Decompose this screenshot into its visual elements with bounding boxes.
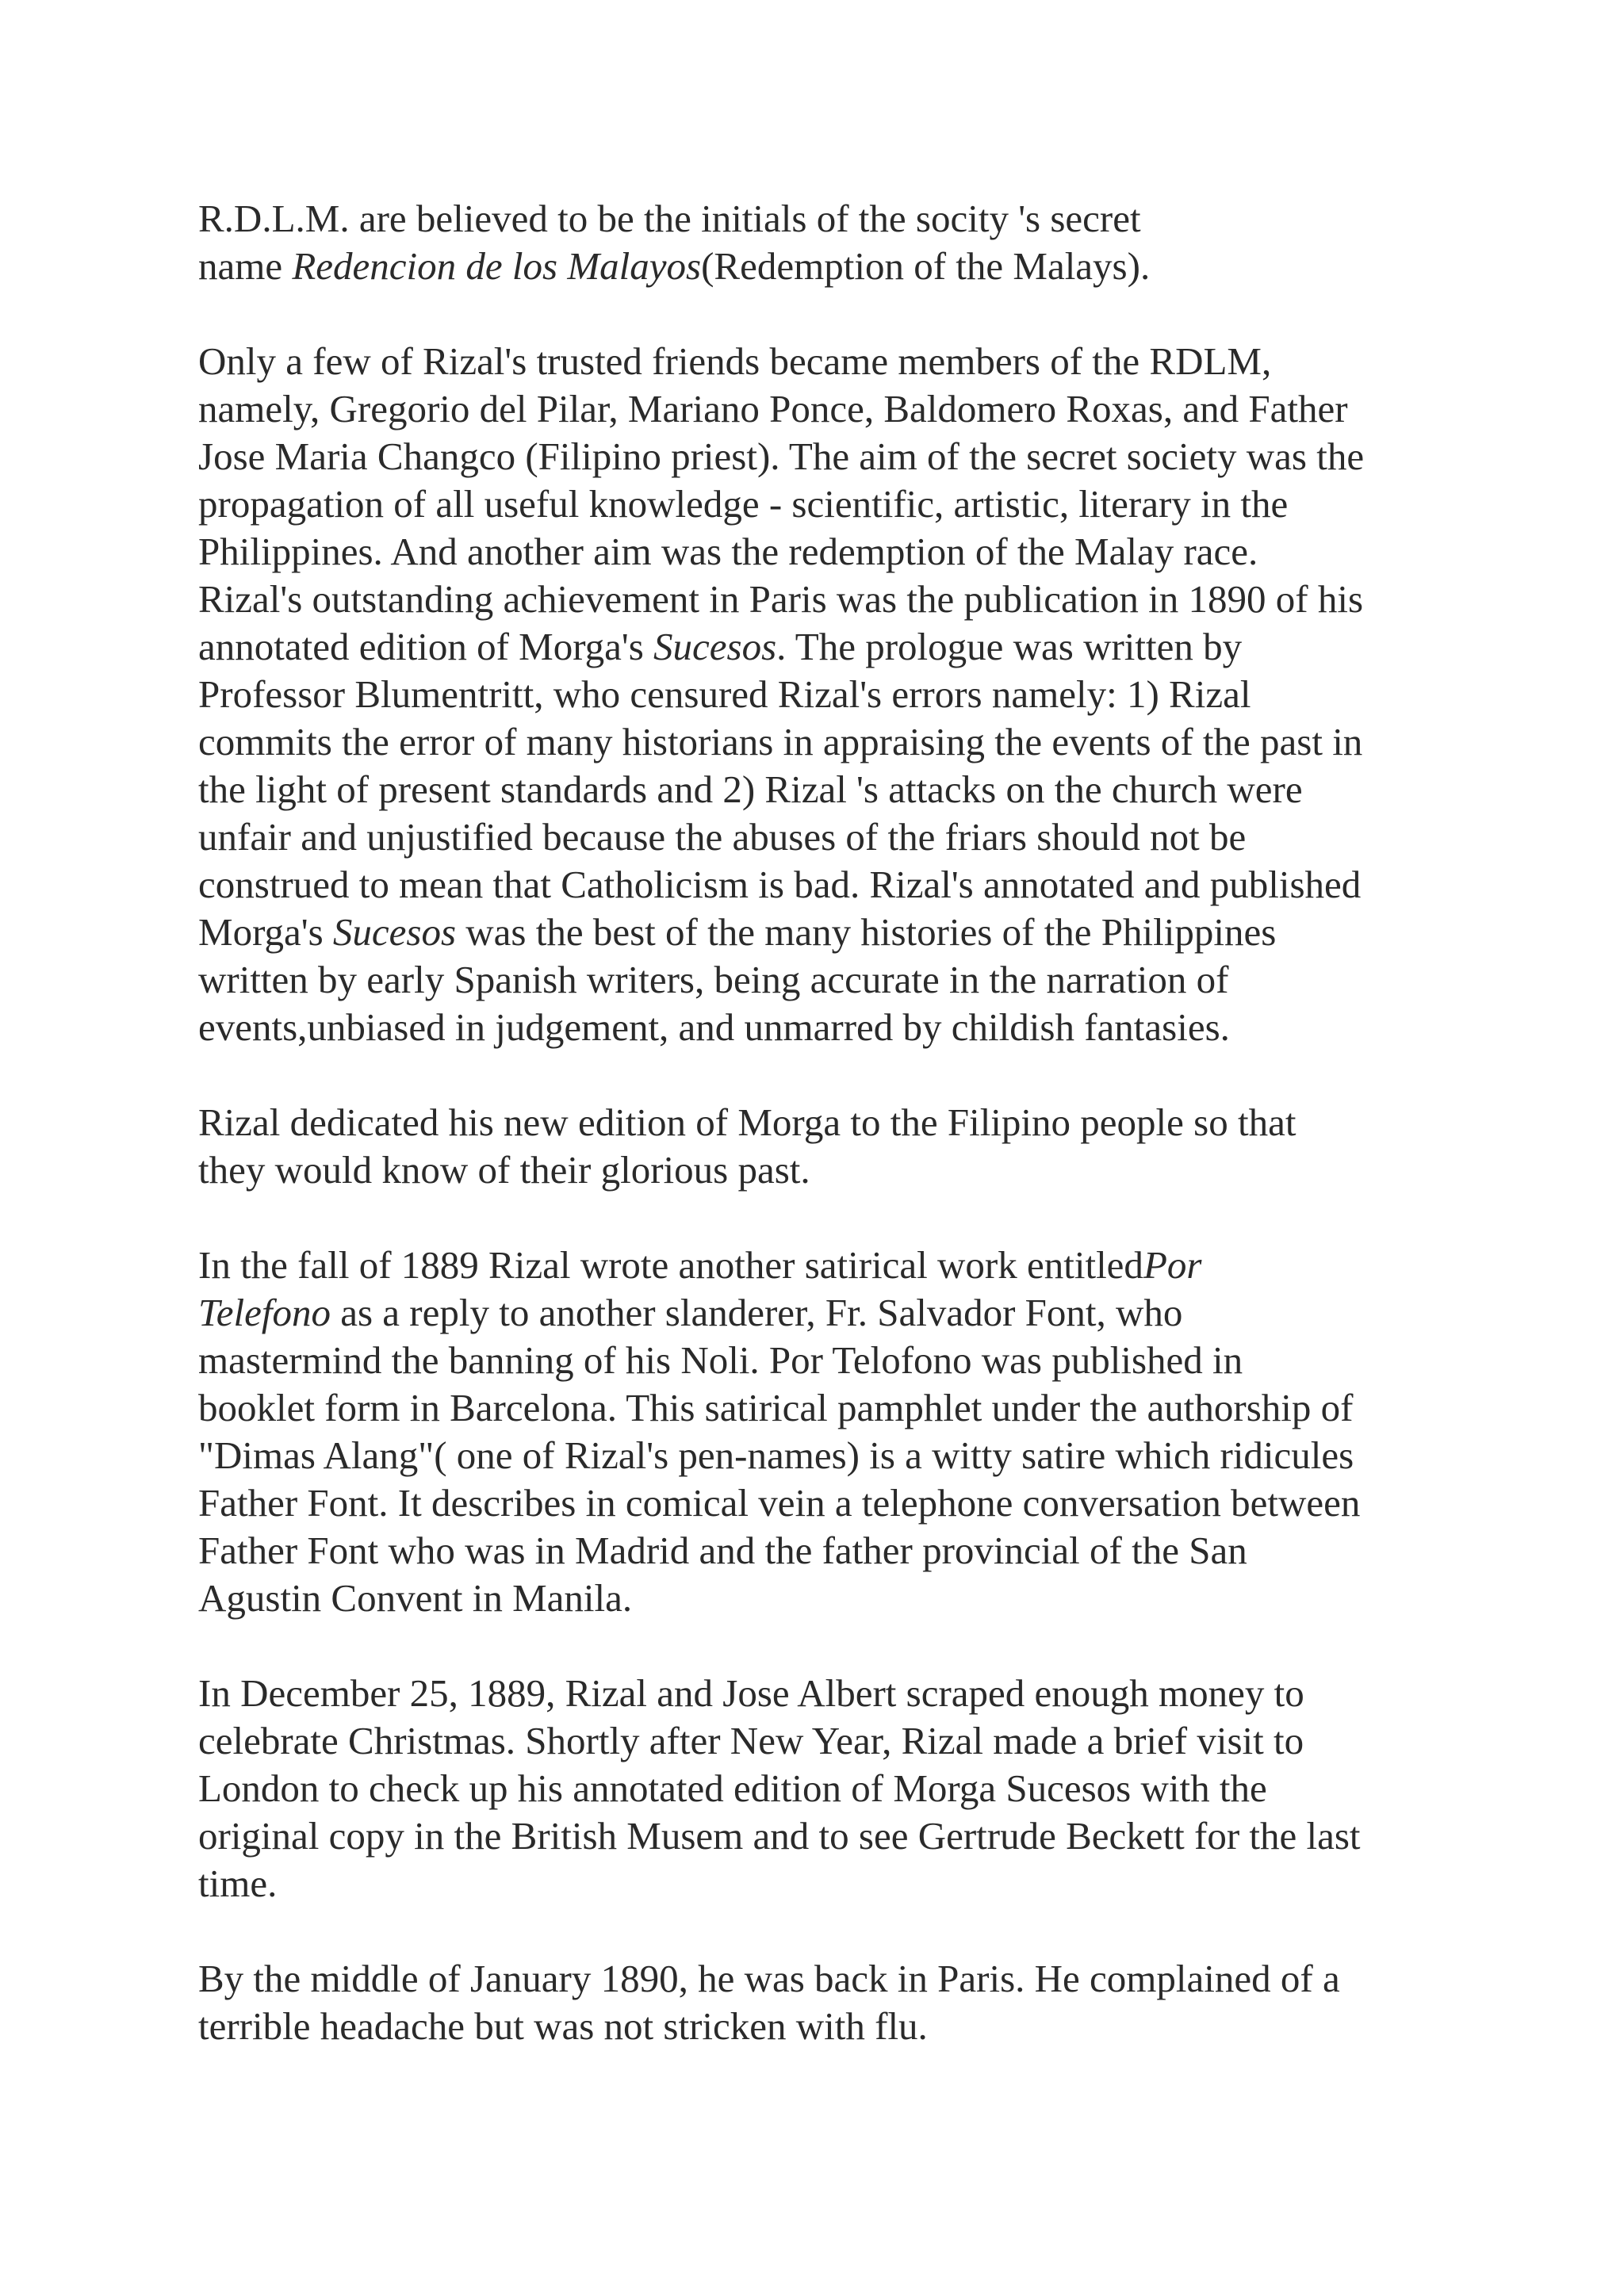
text-run: In December 25, 1889, Rizal and Jose Albert scraped enough money to [198, 1671, 1304, 1715]
text-line [198, 813, 1451, 861]
text-line [198, 1337, 1451, 1384]
paragraph-1 [198, 195, 1451, 290]
text-line [198, 1242, 1451, 1289]
text-run: Philippines. And another aim was the redemption of the Malay race. [198, 530, 1258, 573]
paragraph-6 [198, 1955, 1451, 2050]
text-line [198, 1765, 1451, 1812]
text-line [198, 1099, 1451, 1146]
text-run: Rizal's outstanding achievement in Paris was the publication in 1890 of his [198, 577, 1364, 621]
text-line [198, 1670, 1451, 1717]
text-run: annotated edition of Morga's [198, 625, 654, 668]
text-run: Morga's [198, 910, 333, 954]
text-run: name [198, 244, 293, 288]
text-line [198, 480, 1451, 528]
italic-title: Redencion de los Malayos [292, 244, 702, 288]
text-line [198, 1527, 1451, 1575]
text-line [198, 909, 1451, 956]
text-run: unfair and unjustified because the abuses of the friars should not be [198, 815, 1247, 859]
italic-title: Sucesos [653, 625, 777, 668]
text-line [198, 1812, 1451, 1860]
text-run: London to check up his annotated edition of Morga Sucesos with the [198, 1766, 1267, 1810]
text-line [198, 576, 1451, 623]
text-line [198, 861, 1451, 909]
text-line [198, 385, 1451, 433]
italic-title: Por [1143, 1243, 1202, 1287]
text-line [198, 338, 1451, 385]
text-line [198, 1289, 1451, 1337]
text-line [198, 1146, 1451, 1194]
text-run: original copy in the British Musem and to see Gertrude Beckett for the last [198, 1814, 1361, 1858]
document-body [198, 195, 1451, 2098]
text-run: Father Font who was in Madrid and the father provincial of the San [198, 1529, 1247, 1572]
text-run: as a reply to another slanderer, Fr. Salvador Font, who [330, 1291, 1183, 1334]
text-run: time. [198, 1862, 278, 1905]
paragraph-4 [198, 1242, 1451, 1622]
text-line [198, 1004, 1451, 1051]
text-line [198, 1575, 1451, 1622]
text-run: celebrate Christmas. Shortly after New Year, Rizal made a brief visit to [198, 1719, 1304, 1762]
text-run: commits the error of many historians in appraising the events of the past in [198, 720, 1363, 763]
text-run: In the fall of 1889 Rizal wrote another satirical work entitled [198, 1243, 1143, 1287]
text-run: Agustin Convent in Manila. [198, 1576, 633, 1620]
text-line [198, 1860, 1451, 1908]
text-line [198, 671, 1451, 718]
text-run: Only a few of Rizal's trusted friends became members of the RDLM, [198, 339, 1272, 383]
text-run: mastermind the banning of his Noli. Por Telofono was published in [198, 1338, 1243, 1382]
paragraph-5 [198, 1670, 1451, 1908]
text-line [198, 1717, 1451, 1765]
text-line [198, 243, 1451, 290]
text-line [198, 1384, 1451, 1432]
text-line [198, 1432, 1451, 1479]
text-line [198, 956, 1451, 1004]
text-line [198, 718, 1451, 766]
text-run: (Redemption of the Malays). [701, 244, 1151, 288]
italic-title: Telefono [198, 1291, 331, 1334]
text-line [198, 1955, 1451, 2003]
text-run: Father Font. It describes in comical vein a telephone conversation between [198, 1481, 1361, 1525]
text-line [198, 1479, 1451, 1527]
text-line [198, 2003, 1451, 2050]
text-run: they would know of their glorious past. [198, 1148, 810, 1192]
paragraph-3 [198, 1099, 1451, 1194]
text-line [198, 195, 1451, 243]
text-run: terrible headache but was not stricken with flu. [198, 2004, 928, 2048]
text-run: the light of present standards and 2) Rizal 's attacks on the church were [198, 767, 1303, 811]
text-run: R.D.L.M. are believed to be the initials of the socity 's secret [198, 197, 1141, 240]
text-run: written by early Spanish writers, being accurate in the narration of [198, 958, 1229, 1001]
text-run: . The prologue was written by [776, 625, 1243, 668]
text-line [198, 623, 1451, 671]
text-run: events,unbiased in judgement, and unmarred by childish fantasies. [198, 1005, 1230, 1049]
text-run: was the best of the many histories of the Philippines [456, 910, 1277, 954]
text-run: booklet form in Barcelona. This satirical pamphlet under the authorship of [198, 1386, 1354, 1429]
text-run: propagation of all useful knowledge - scientific, artistic, literary in the [198, 482, 1289, 526]
text-run: Rizal dedicated his new edition of Morga to the Filipino people so that [198, 1100, 1297, 1144]
text-run: namely, Gregorio del Pilar, Mariano Ponce, Baldomero Roxas, and Father [198, 387, 1348, 430]
text-run: construed to mean that Catholicism is bad. Rizal's annotated and published [198, 863, 1362, 906]
text-run: Professor Blumentritt, who censured Rizal's errors namely: 1) Rizal [198, 672, 1251, 716]
text-run: By the middle of January 1890, he was back in Paris. He complained of a [198, 1957, 1340, 2000]
text-line [198, 528, 1451, 576]
paragraph-2 [198, 338, 1451, 1051]
italic-title: Sucesos [332, 910, 457, 954]
text-run: "Dimas Alang"( one of Rizal's pen-names) is a witty satire which ridicules [198, 1433, 1354, 1477]
text-line [198, 766, 1451, 813]
text-line [198, 433, 1451, 480]
text-run: Jose Maria Changco (Filipino priest). The aim of the secret society was the [198, 434, 1365, 478]
